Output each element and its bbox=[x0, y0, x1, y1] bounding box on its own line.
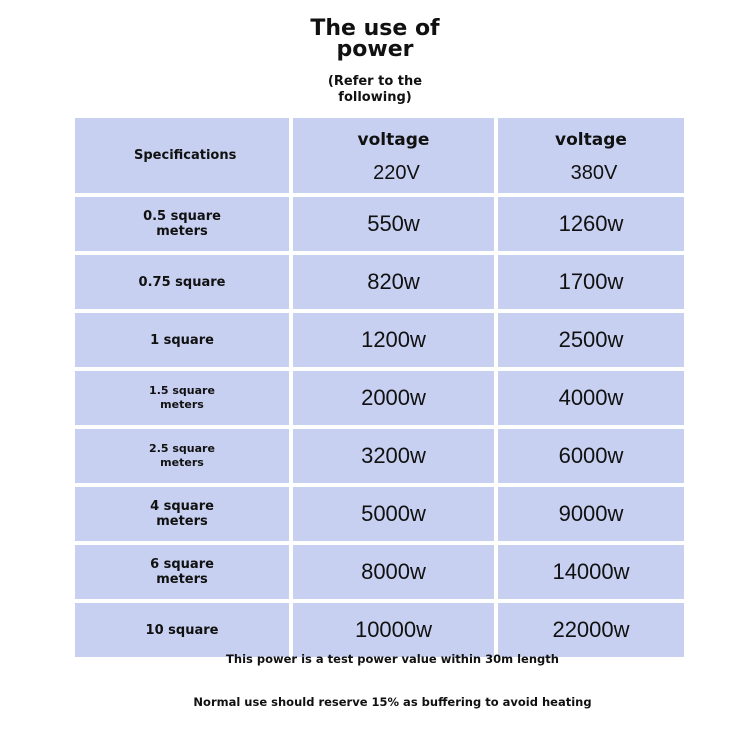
power-380-value: 2500w bbox=[558, 327, 624, 352]
power-220-cell bbox=[293, 603, 494, 657]
power-220-value: 5000w bbox=[361, 501, 426, 526]
size-label: 2.5 square meters bbox=[149, 442, 215, 469]
size-cell bbox=[75, 197, 289, 251]
subtitle-line-2: following) bbox=[338, 90, 412, 105]
voltage-220-value: 220V bbox=[373, 162, 420, 184]
voltage-220-label: voltage bbox=[357, 130, 430, 150]
power-220-value: 550w bbox=[367, 211, 420, 236]
power-220-value: 10000w bbox=[354, 617, 433, 642]
size-label: 0.75 square bbox=[138, 274, 226, 290]
size-cell bbox=[75, 371, 289, 425]
power-380-cell bbox=[498, 313, 684, 367]
power-380-cell bbox=[498, 545, 684, 599]
power-380-value: 14000w bbox=[552, 559, 630, 584]
subtitle-line-1: (Refer to the bbox=[327, 74, 423, 89]
page-subtitle bbox=[0, 74, 750, 106]
footnote-test-length: This power is a test power value within 30m length bbox=[226, 652, 559, 666]
power-220-cell bbox=[293, 545, 494, 599]
power-220-cell bbox=[293, 313, 494, 367]
power-380-cell bbox=[498, 429, 684, 483]
power-220-cell bbox=[293, 487, 494, 541]
size-label: 6 square meters bbox=[150, 557, 214, 587]
size-label: 1 square bbox=[150, 332, 214, 348]
size-label: 0.5 square meters bbox=[143, 209, 221, 239]
page-title bbox=[0, 18, 750, 60]
power-380-value: 4000w bbox=[558, 385, 624, 410]
power-220-cell bbox=[293, 197, 494, 251]
power-380-value: 1260w bbox=[558, 211, 624, 236]
power-220-value: 820w bbox=[367, 269, 420, 294]
size-cell bbox=[75, 313, 289, 367]
power-380-cell bbox=[498, 487, 684, 541]
power-380-cell bbox=[498, 371, 684, 425]
voltage-380-value: 380V bbox=[570, 162, 618, 184]
specifications-header-label: Specifications bbox=[134, 148, 237, 163]
size-cell bbox=[75, 603, 289, 657]
size-label: 1.5 square meters bbox=[149, 384, 215, 411]
size-label: 10 square bbox=[145, 622, 219, 638]
power-380-value: 22000w bbox=[552, 617, 630, 642]
power-380-cell bbox=[498, 255, 684, 309]
power-220-cell bbox=[293, 255, 494, 309]
power-380-value: 9000w bbox=[558, 501, 624, 526]
size-label: 4 square meters bbox=[150, 499, 214, 529]
power-380-cell bbox=[498, 197, 684, 251]
voltage-380-header bbox=[498, 118, 684, 193]
voltage-220-header bbox=[293, 118, 494, 193]
title-line-1: The use of bbox=[310, 16, 440, 41]
power-380-cell bbox=[498, 603, 684, 657]
power-220-cell bbox=[293, 429, 494, 483]
size-cell bbox=[75, 255, 289, 309]
size-cell bbox=[75, 487, 289, 541]
power-220-value: 1200w bbox=[361, 327, 426, 352]
power-220-cell bbox=[293, 371, 494, 425]
power-220-value: 2000w bbox=[361, 385, 426, 410]
power-380-value: 6000w bbox=[558, 443, 624, 468]
specifications-header bbox=[75, 118, 289, 193]
title-line-2: power bbox=[336, 37, 414, 62]
voltage-380-label: voltage bbox=[555, 130, 627, 150]
power-220-value: 3200w bbox=[361, 443, 426, 468]
size-cell bbox=[75, 429, 289, 483]
power-220-value: 8000w bbox=[361, 559, 426, 584]
power-380-value: 1700w bbox=[558, 269, 624, 294]
size-cell bbox=[75, 545, 289, 599]
power-table bbox=[75, 118, 676, 642]
footnote-buffer-reserve: Normal use should reserve 15% as buffering to avoid heating bbox=[193, 695, 592, 709]
